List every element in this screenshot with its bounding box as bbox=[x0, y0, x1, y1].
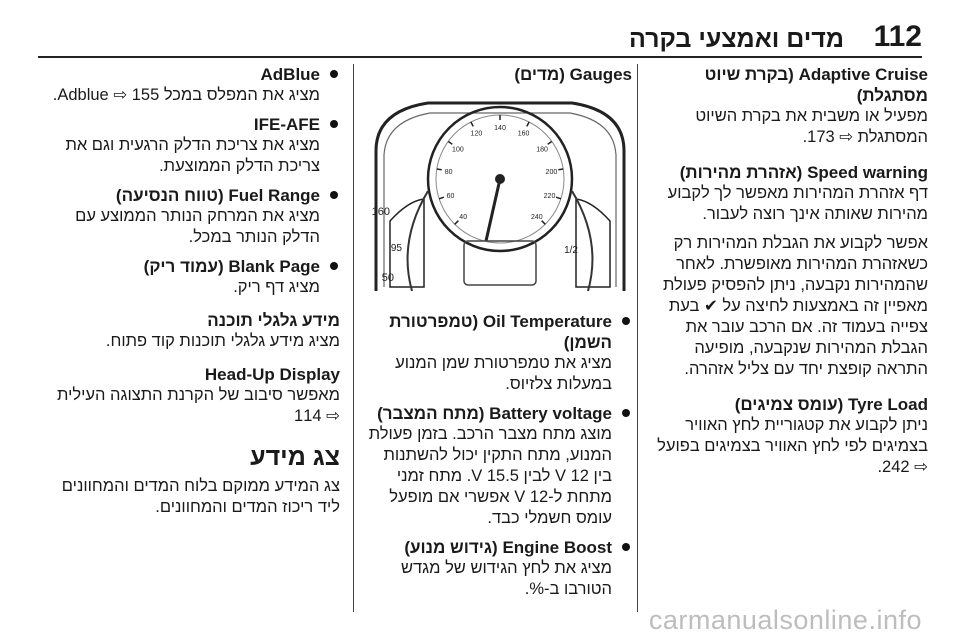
speed-tick-label: 220 bbox=[543, 193, 556, 201]
bullet-item bbox=[368, 403, 632, 529]
speed-tick-label: 180 bbox=[536, 146, 548, 154]
bullet-dot bbox=[330, 120, 338, 128]
page-number: 112 bbox=[873, 20, 922, 53]
bullet-item bbox=[40, 114, 340, 177]
section-title-large: צג מידע bbox=[250, 443, 340, 471]
column-divider bbox=[353, 64, 354, 612]
bullet-body: מציג את טמפרטורת שמן המנוע במעלות צלזיוס. bbox=[395, 354, 612, 393]
bullet-dot bbox=[330, 262, 338, 270]
section-heading: מידע גלגלי תוכנה bbox=[207, 311, 340, 330]
middle-column bbox=[368, 64, 632, 608]
gauge-left-mid-label: 95 bbox=[390, 243, 402, 254]
speed-tick-label: 200 bbox=[545, 168, 558, 176]
speed-tick-label: 100 bbox=[452, 146, 464, 154]
bullet-heading: Oil Temperature (טמפרטורת השמן) bbox=[389, 312, 612, 352]
bullet-body: מציג דף ריק. bbox=[233, 278, 320, 296]
bullet-heading: Fuel Range (טווח הנסיעה) bbox=[115, 186, 320, 205]
bullet-heading: Blank Page (עמוד ריק) bbox=[143, 257, 320, 276]
bullet-dot bbox=[330, 191, 338, 199]
left-column bbox=[40, 64, 340, 526]
section-body: אפשר לקבוע את הגבלת המהירות רק כשאזהרת המהירות מאופשרת. לאחר שהמהירות נקבעה, ניתן להפסיק פעולת מאפיין זה באמצעות לחיצה על ✔ בעת צפייה בעמוד זה. אם הרכב עובר את הגבלת המהירות שנקבעה, מופיעה התראה קופצת יחד עם צליל אזהרה. bbox=[662, 234, 928, 378]
section-body: מציג מידע גלגלי תוכנות קוד פתוח. bbox=[105, 332, 340, 350]
bullet-item bbox=[368, 311, 632, 395]
page-title: מדים ואמצעי בקרה bbox=[628, 25, 844, 53]
section-body: דף אזהרת המהירות מאפשר לך לקבוע מהירות שאותה אינך רוצה לעבור. bbox=[667, 184, 928, 223]
section-body: ניתן לקבוע את קטגוריית לחץ האוויר בצמיגים לפי לחץ האוויר בצמיגים בפועל ⇨ 242. bbox=[657, 416, 928, 476]
bullet-item bbox=[40, 185, 340, 248]
column-divider bbox=[637, 64, 638, 612]
speed-tick-label: 60 bbox=[446, 193, 455, 201]
bullet-heading: IFE-AFE bbox=[253, 115, 320, 134]
bullet-dot bbox=[622, 409, 630, 417]
speed-tick-label: 240 bbox=[530, 213, 543, 221]
section-body: צג המידע ממוקם בלוח המדים והמחוונים ליד ריכוז המדים והמחוונים. bbox=[61, 477, 340, 516]
bullet-item bbox=[40, 256, 340, 298]
gauge-right-label: 1/2 bbox=[564, 245, 578, 256]
bullet-dot bbox=[622, 543, 630, 551]
header-rule bbox=[38, 56, 922, 58]
bullet-body: מציג את המרחק הנותר הממוצע עם הדלק הנותר במכל. bbox=[75, 207, 320, 246]
bullet-heading: AdBlue bbox=[260, 65, 320, 84]
gauge-left-top-label: 160 bbox=[371, 206, 390, 218]
bullet-dot bbox=[330, 70, 338, 78]
speed-tick-mark bbox=[558, 169, 563, 170]
watermark-text: carmanualsonline.info bbox=[648, 605, 922, 635]
bullet-item bbox=[368, 537, 632, 600]
section-heading: Head-Up Display bbox=[204, 365, 340, 384]
section-heading: Gauges (מדים) bbox=[514, 65, 632, 84]
gauge-left-bottom-label: 50 bbox=[381, 272, 394, 284]
gauge-cluster-illustration bbox=[368, 91, 632, 301]
speed-tick-label: 80 bbox=[444, 168, 453, 176]
section-heading: Speed warning (אזהרת מהירות) bbox=[679, 163, 928, 182]
bullet-heading: Engine Boost (גידוש מנוע) bbox=[404, 538, 612, 557]
speed-tick-label: 40 bbox=[459, 213, 468, 221]
bullet-dot bbox=[622, 317, 630, 325]
bullet-body: מציג את צריכת הדלק הרגעית וגם את צריכת הדלק הממוצעת. bbox=[65, 136, 320, 175]
section-heading: Tyre Load (עומס צמיגים) bbox=[734, 395, 928, 414]
section-heading: Adaptive Cruise (בקרת שיוט מסתגלת) bbox=[704, 65, 928, 105]
page-header bbox=[0, 0, 960, 55]
bullet-body: מוצג מתח מצבר הרכב. בזמן פעולת המנוע, מתח התקין יכול להשתנות בין 12 V לבין 15.5 V. מתח זמני מתחת ל-12 V אפשרי אם מופעל עומס חשמלי כבד. bbox=[368, 425, 612, 527]
section-body: מפעיל או משבית את בקרת השיוט המסתגלת ⇨ 173. bbox=[695, 107, 928, 146]
right-column bbox=[642, 64, 928, 486]
bullet-item bbox=[40, 64, 340, 106]
bullet-body: מציג את המפלס במכל Adblue ⇨ 155. bbox=[52, 86, 320, 104]
speed-tick-label: 140 bbox=[494, 125, 506, 132]
speed-tick-mark bbox=[437, 169, 442, 170]
speed-tick-label: 160 bbox=[517, 130, 530, 138]
bullet-heading: Battery voltage (מתח המצבר) bbox=[377, 404, 612, 423]
speed-tick-label: 120 bbox=[470, 130, 483, 138]
bullet-body: מציג את לחץ הגידוש של מגדש הטורבו ב-%. bbox=[400, 559, 612, 598]
section-body: מאפשר סיבוב של הקרנת התצוגה העילית ⇨ 114 bbox=[57, 386, 340, 425]
